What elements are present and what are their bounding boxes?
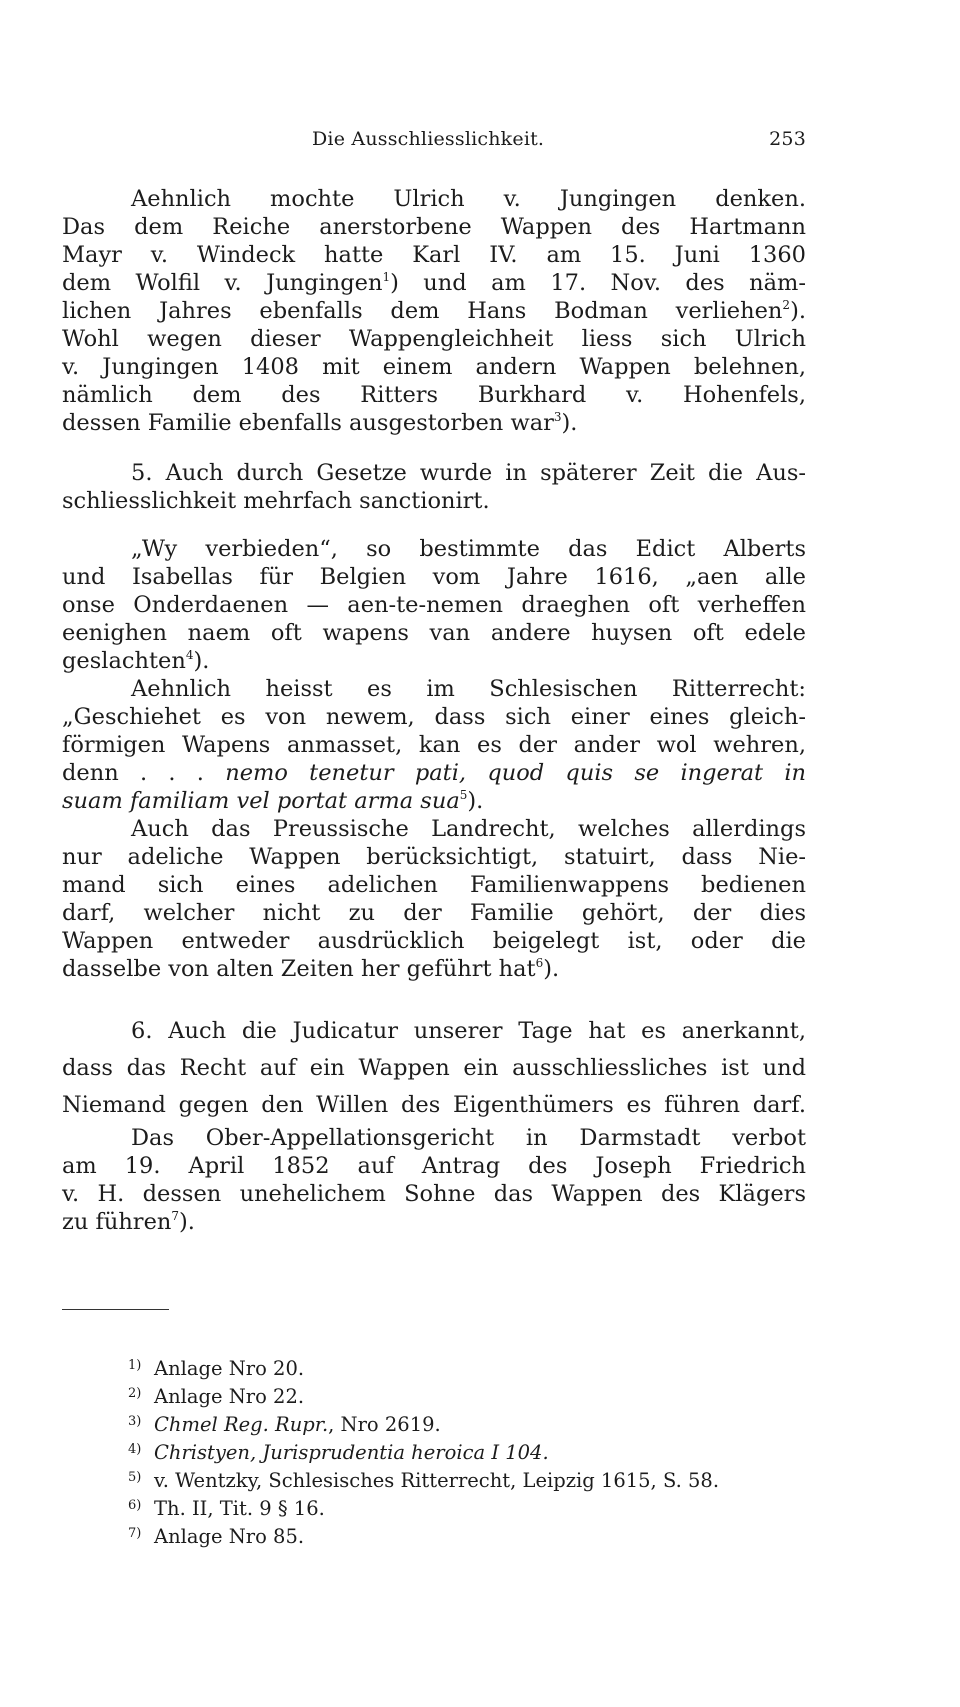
running-header (62, 128, 806, 156)
line-part: ). (179, 1209, 195, 1235)
footnote-ref: 5 (459, 788, 468, 802)
text-line: dass das Recht auf ein Wappen ein ausschliessliches ist und (62, 1055, 806, 1081)
paragraph-edict (62, 535, 806, 675)
line-part: zu führen (62, 1209, 172, 1235)
footnote-text: v. Wentzky, Schlesisches Ritterrecht, Leipzig 1615, S. 58. (154, 1469, 720, 1492)
text-line: Aehnlich mochte Ulrich v. Jungingen denken. (131, 186, 806, 212)
line-part: dessen Familie ebenfalls ausgestorben war (62, 410, 554, 436)
text-line (62, 759, 806, 787)
footnote-text: , Nro 2619. (328, 1413, 441, 1436)
line-part: ). (561, 410, 578, 436)
text-line: onse Onderdaenen — aen-te-nemen draeghen oft verheffen (62, 592, 806, 618)
text-line: nämlich dem des Ritters Burkhard v. Hohenfels, (62, 382, 806, 408)
text-line (62, 409, 806, 437)
main-text (62, 185, 806, 1236)
footnote (128, 1492, 808, 1520)
text-line (62, 787, 806, 815)
section-6 (62, 1013, 806, 1124)
text-line: mand sich eines adelichen Familienwappens bedienen (62, 872, 806, 898)
footnote-ref: 3 (553, 410, 562, 424)
line-part: ) und am 17. Nov. des näm- (390, 270, 806, 296)
footnote-ref: 4 (185, 648, 194, 662)
text-line (62, 1208, 806, 1236)
text-line: v. Jungingen 1408 mit einem andern Wappen belehnen, (62, 354, 806, 380)
footnote-ref: 6 (535, 956, 544, 970)
text-line: am 19. April 1852 auf Antrag des Joseph Friedrich (62, 1153, 806, 1179)
footnote (128, 1520, 808, 1548)
text-line: v. H. dessen unehelichem Sohne das Wappen des Klägers (62, 1181, 806, 1207)
text-line: förmigen Wapens anmasset, kan es der ander wol wehren, (62, 732, 806, 758)
footnote-text: Anlage Nro 22. (154, 1385, 305, 1408)
line-part: dem Wolfil v. Jungingen (62, 270, 383, 296)
line-part: geslachten (62, 648, 186, 674)
footnote-text-italic: Chmel Reg. Rupr. (154, 1413, 329, 1436)
footnote (128, 1464, 808, 1492)
section-5 (62, 459, 806, 515)
footnote-ref: 2 (782, 298, 791, 312)
text-line: und Isabellas für Belgien vom Jahre 1616, „aen alle (62, 564, 806, 590)
text-line: 5. Auch durch Gesetze wurde in späterer Zeit die Aus- (131, 460, 806, 486)
paragraph-jungingen (62, 185, 806, 437)
footnote-text: Anlage Nro 85. (154, 1525, 305, 1548)
footnote-divider (62, 1309, 169, 1310)
footnote-mark: 1) (128, 1358, 142, 1373)
text-line: Wohl wegen dieser Wappengleichheit liess sich Ulrich (62, 326, 806, 352)
footnote-mark: 6) (128, 1498, 142, 1513)
line-part: lichen Jahres ebenfalls dem Hans Bodman verliehen (62, 298, 783, 324)
footnote (128, 1408, 808, 1436)
text-line (62, 269, 806, 297)
paragraph-silesia (62, 675, 806, 815)
text-line: Aehnlich heisst es im Schlesischen Ritterrecht: (131, 676, 806, 702)
text-line: „Wy verbieden“, so bestimmte das Edict Alberts (131, 536, 806, 562)
text-line: darf, welcher nicht zu der Familie gehört, der dies (62, 900, 806, 926)
line-part: ). (790, 298, 806, 324)
text-line (62, 297, 806, 325)
text-line: Das Ober-Appellationsgericht in Darmstadt verbot (131, 1125, 806, 1151)
text-line: 6. Auch die Judicatur unserer Tage hat es anerkannt, (131, 1018, 806, 1044)
footnote-ref: 7 (171, 1209, 180, 1223)
page-number: 253 (769, 128, 806, 150)
paragraph-prussia (62, 815, 806, 983)
footnote (128, 1352, 808, 1380)
text-line: nur adeliche Wappen berücksichtigt, statuirt, dass Nie- (62, 844, 806, 870)
text-line: Auch das Preussische Landrecht, welches allerdings (131, 816, 806, 842)
footnote-mark: 5) (128, 1470, 142, 1485)
text-line: schliesslichkeit mehrfach sanctionirt. (62, 488, 490, 514)
text-line: „Geschiehet es von newem, dass sich einer eines gleich- (62, 704, 806, 730)
footnote-text: Th. II, Tit. 9 § 16. (154, 1497, 325, 1520)
running-title: Die Ausschliesslichkeit. (312, 128, 545, 150)
text-line: Wappen entweder ausdrücklich beigelegt ist, oder die (62, 928, 806, 954)
latin-quote: nemo tenetur pati, quod quis se ingerat in (225, 760, 807, 786)
footnote (128, 1380, 808, 1408)
line-part: ). (193, 648, 210, 674)
footnotes (128, 1352, 808, 1548)
footnote-mark: 7) (128, 1526, 142, 1541)
line-part: dasselbe von alten Zeiten her geführt hat (62, 956, 536, 982)
footnote-ref: 1 (382, 270, 391, 284)
footnote-mark: 4) (128, 1442, 142, 1457)
footnote-text-italic: Christyen, Jurisprudentia heroica I 104. (154, 1441, 549, 1464)
text-line: Mayr v. Windeck hatte Karl IV. am 15. Juni 1360 (62, 242, 806, 268)
footnote-mark: 3) (128, 1414, 142, 1429)
footnote (128, 1436, 808, 1464)
latin-quote: suam familiam vel portat arma sua (62, 788, 460, 814)
text-line: Niemand gegen den Willen des Eigenthümers es führen darf. (62, 1092, 806, 1118)
footnote-text: Anlage Nro 20. (154, 1357, 305, 1380)
paragraph-darmstadt (62, 1124, 806, 1236)
text-line (62, 955, 806, 983)
line-part: denn . . . (62, 760, 226, 786)
line-part: ). (543, 956, 560, 982)
text-line: eenighen naem oft wapens van andere huysen oft edele (62, 620, 806, 646)
text-line: Das dem Reiche anerstorbene Wappen des Hartmann (62, 214, 806, 240)
text-line (62, 647, 806, 675)
footnote-mark: 2) (128, 1386, 142, 1401)
line-part: ). (467, 788, 484, 814)
